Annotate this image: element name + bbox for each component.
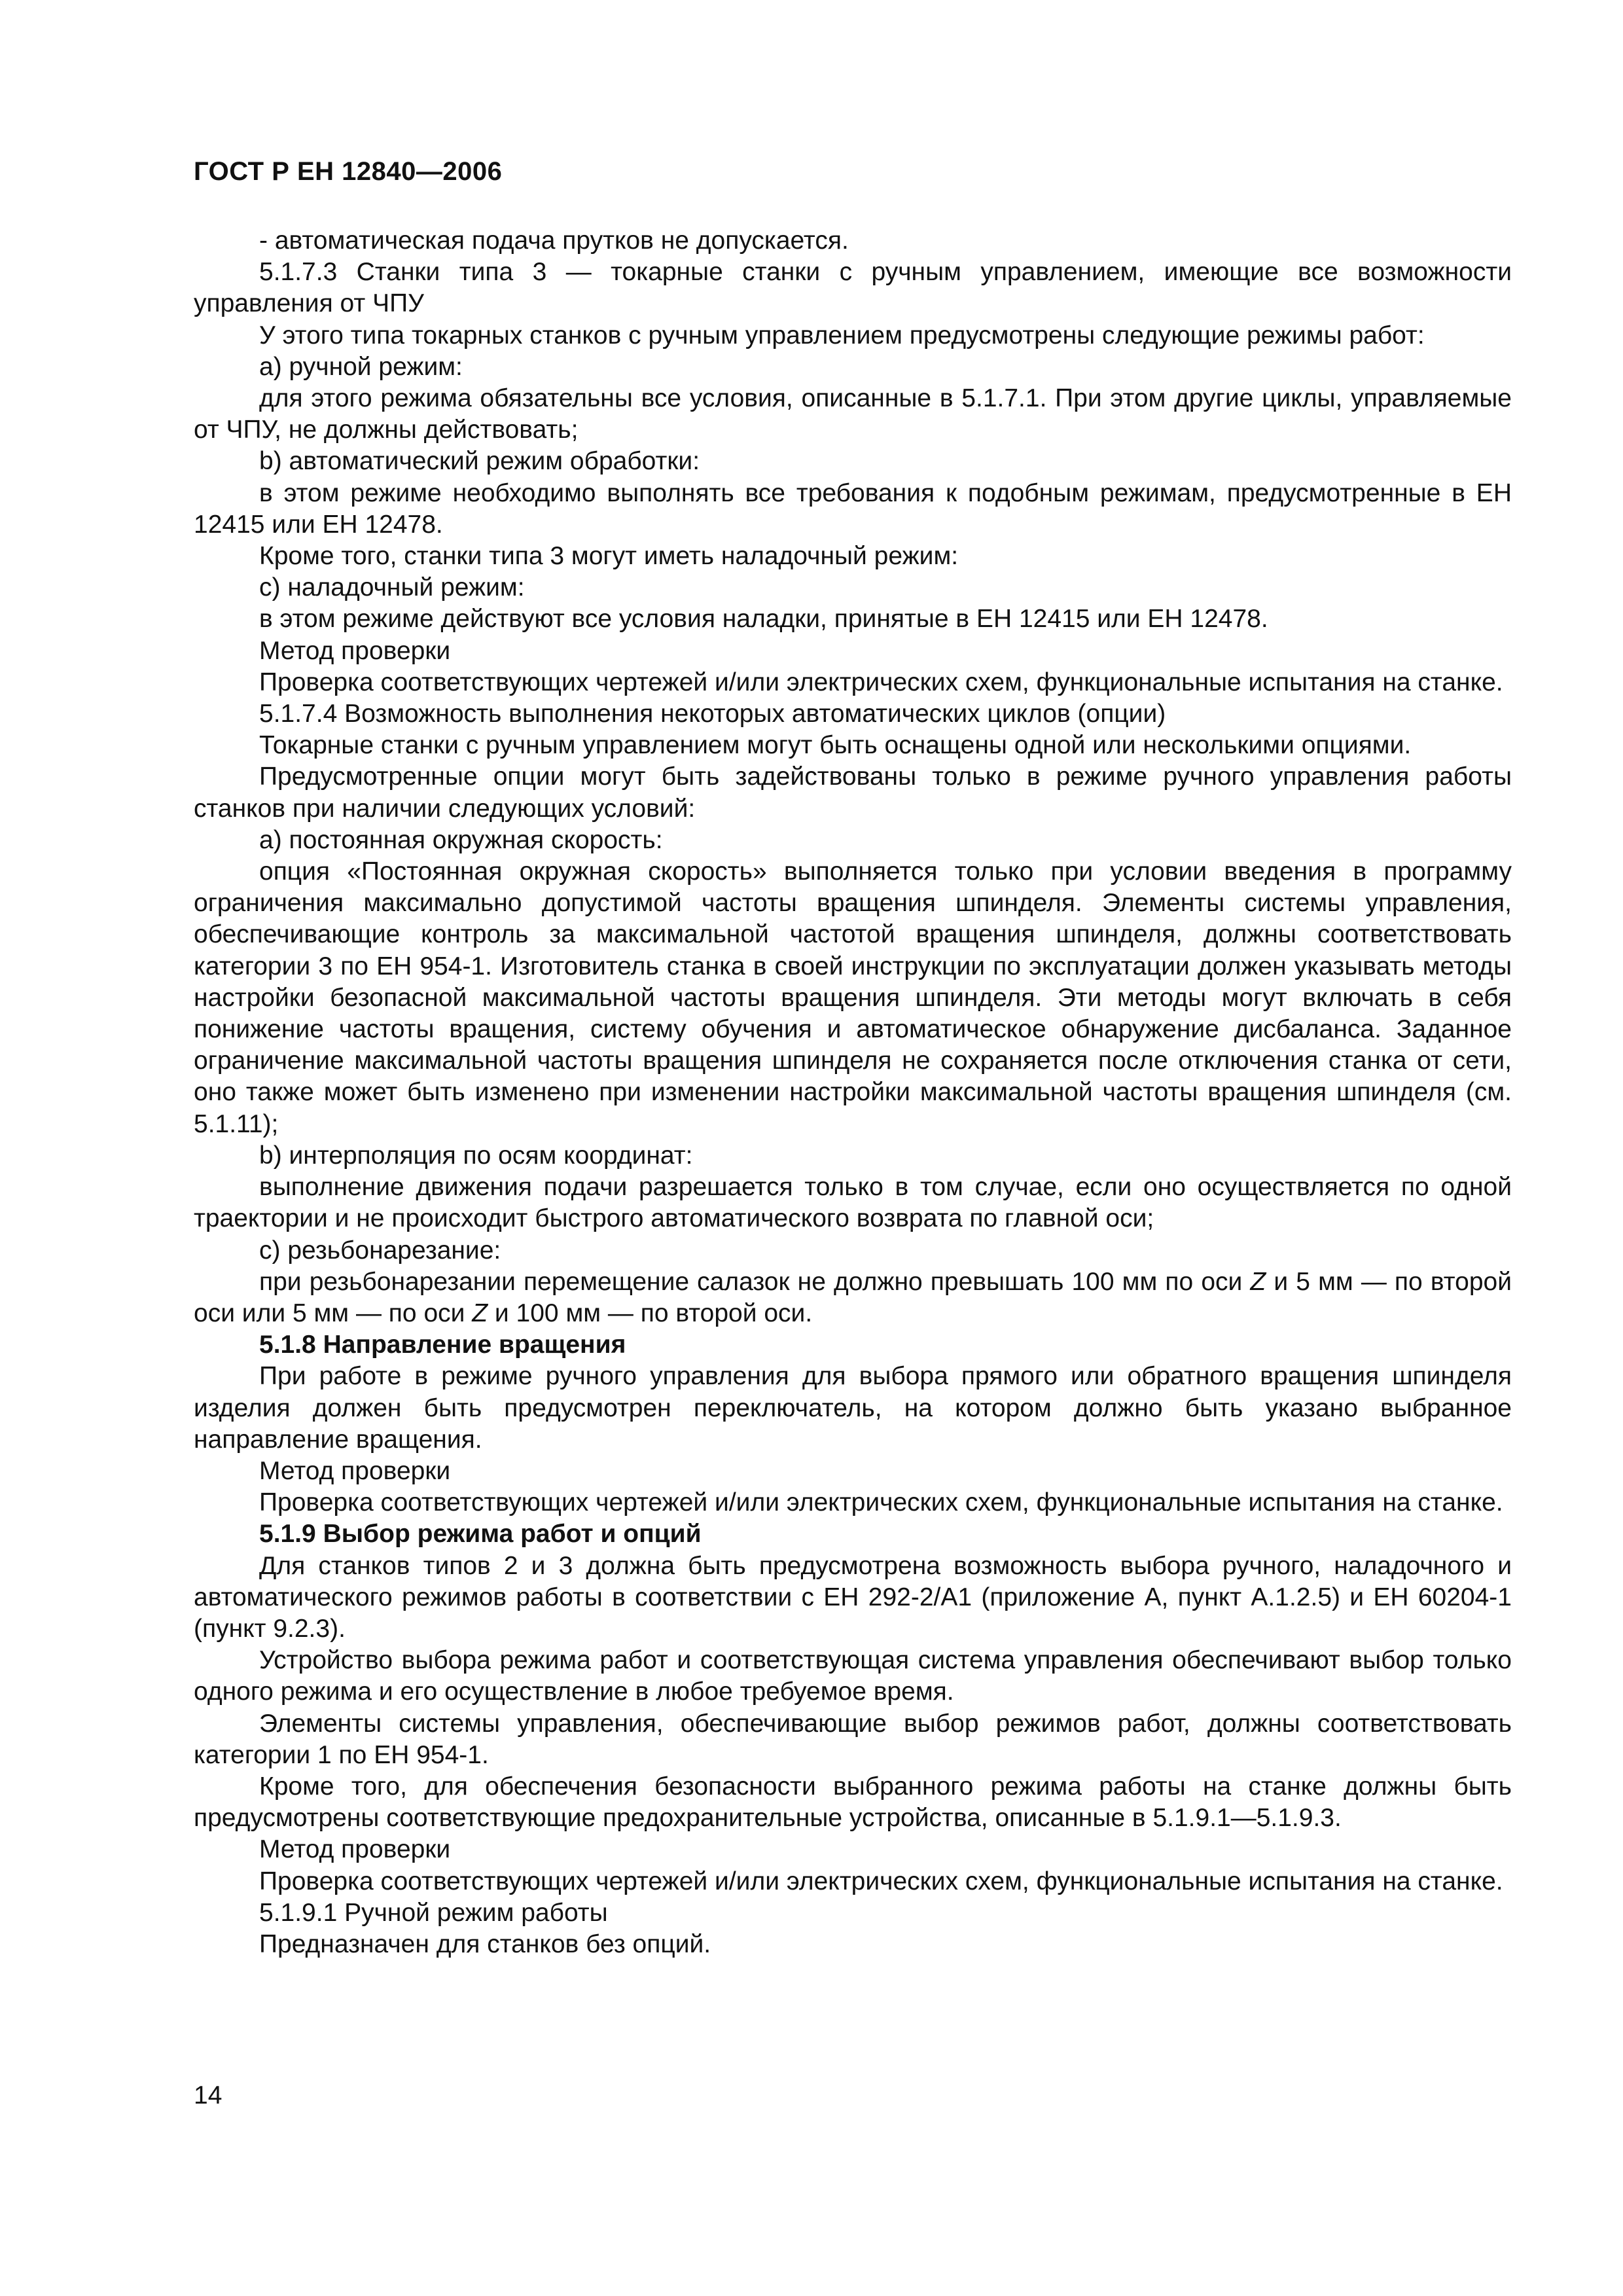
check-method-text: Проверка соответствующих чертежей и/или электрических схем, функциональные испытания на станке.: [259, 668, 1503, 696]
clause-5-1-9-1: 5.1.9.1 Ручной режим работы: [259, 1898, 608, 1927]
text-run: при резьбонарезании перемещение салазок не должно превышать 100 мм по оси: [259, 1267, 1251, 1296]
list-item: b) интерполяция по осям координат:: [259, 1141, 693, 1170]
list-item: a) постоянная окружная скорость:: [259, 825, 663, 854]
paragraph: в этом режиме необходимо выполнять все требования к подобным режимам, предусмотренные в ЕН 12415 или ЕН 12478.: [194, 478, 1512, 539]
paragraph: Для станков типов 2 и 3 должна быть предусмотрена возможность выбора ручного, наладочного и автоматического режимов работы в соответствии с ЕН 292-2/А1 (приложение А, пункт А.1.2.5) и ЕН 60204-1 (пункт 9.2.3).: [194, 1551, 1512, 1643]
paragraph: Кроме того, станки типа 3 могут иметь наладочный режим:: [259, 542, 959, 571]
paragraph: Предназначен для станков без опций.: [259, 1929, 711, 1958]
clause-5-1-7-3: 5.1.7.3 Станки типа 3 — токарные станки с ручным управлением, имеющие все возможности управления от ЧПУ: [194, 258, 1512, 318]
check-method-label: Метод проверки: [259, 1456, 451, 1485]
list-item: b) автоматический режим обработки:: [259, 447, 700, 476]
document-header: ГОСТ Р ЕН 12840—2006: [194, 157, 503, 186]
check-method-text: Проверка соответствующих чертежей и/или электрических схем, функциональные испытания на станке.: [259, 1867, 1503, 1895]
paragraph: Предусмотренные опции могут быть задействованы только в режиме ручного управления работы станков при наличии следующих условий:: [194, 762, 1512, 823]
axis-symbol: Z: [1250, 1267, 1266, 1296]
paragraph: Устройство выбора режима работ и соответствующая система управления обеспечивают выбор только одного режима и его осуществление в любое требуемое время.: [194, 1646, 1512, 1706]
list-item: c) наладочный режим:: [259, 573, 525, 602]
paragraph-threading: [194, 1266, 1512, 1329]
page-number: 14: [194, 2081, 223, 2109]
paragraph: для этого режима обязательны все условия, описанные в 5.1.7.1. При этом другие циклы, управляемые от ЧПУ, не должны действовать;: [194, 384, 1512, 444]
paragraph: выполнение движения подачи разрешается только в том случае, если оно осуществляется по одной траектории и не происходит быстрого автоматического возврата по главной оси;: [194, 1173, 1512, 1233]
paragraph: опция «Постоянная окружная скорость» выполняется только при условии введения в программу ограничения максимально допустимой частоты вращения шпинделя. Элементы системы управления, обеспечивающие контроль за максимальной частотой вращения шпинделя, должны соответствовать категории 3 по ЕН 954-1. Изготовитель станка в своей инструкции по эксплуатации должен указывать методы настройки безопасной максимальной частоты вращения шпинделя. Эти методы могут включать в себя понижение частоты вращения, систему обучения и автоматическое обнаружение дисбаланса. Заданное ограничение максимальной частоты вращения шпинделя не сохраняется после отключения станка от сети, оно также может быть изменено при изменении настройки максимальной частоты вращения шпинделя (см. 5.1.11);: [194, 857, 1512, 1138]
clause-5-1-7-4: 5.1.7.4 Возможность выполнения некоторых автоматических циклов (опции): [259, 700, 1166, 728]
document-body: [194, 225, 1512, 1960]
paragraph: При работе в режиме ручного управления для выбора прямого или обратного вращения шпинделя изделия должен быть предусмотрен переключатель, на котором должно быть указано выбранное направление вращения.: [194, 1362, 1512, 1454]
paragraph: Кроме того, для обеспечения безопасности выбранного режима работы на станке должны быть предусмотрены соответствующие предохранительные устройства, описанные в 5.1.9.1—5.1.9.3.: [194, 1772, 1512, 1833]
list-item: c) резьбонарезание:: [259, 1236, 501, 1265]
text-run: и 5 мм — по второй оси или 5 мм — по оси: [194, 1267, 1512, 1327]
section-heading-5-1-8: 5.1.8 Направление вращения: [259, 1331, 626, 1359]
paragraph: У этого типа токарных станков с ручным управлением предусмотрены следующие режимы работ:: [259, 321, 1425, 350]
paragraph: - автоматическая подача прутков не допускается.: [259, 226, 849, 255]
section-heading-5-1-9: 5.1.9 Выбор режима работ и опций: [259, 1520, 702, 1549]
paragraph: в этом режиме действуют все условия наладки, принятые в ЕН 12415 или ЕН 12478.: [259, 605, 1268, 634]
paragraph: Элементы системы управления, обеспечивающие выбор режимов работ, должны соответствовать категории 1 по ЕН 954-1.: [194, 1709, 1512, 1769]
check-method-text: Проверка соответствующих чертежей и/или электрических схем, функциональные испытания на станке.: [259, 1488, 1503, 1517]
paragraph: Токарные станки с ручным управлением могут быть оснащены одной или несколькими опциями.: [259, 731, 1412, 760]
check-method-label: Метод проверки: [259, 636, 451, 665]
check-method-label: Метод проверки: [259, 1835, 451, 1864]
text-run: и 100 мм — по второй оси.: [488, 1299, 813, 1327]
list-item: a) ручной режим:: [259, 352, 463, 381]
axis-symbol: Z: [472, 1299, 488, 1327]
